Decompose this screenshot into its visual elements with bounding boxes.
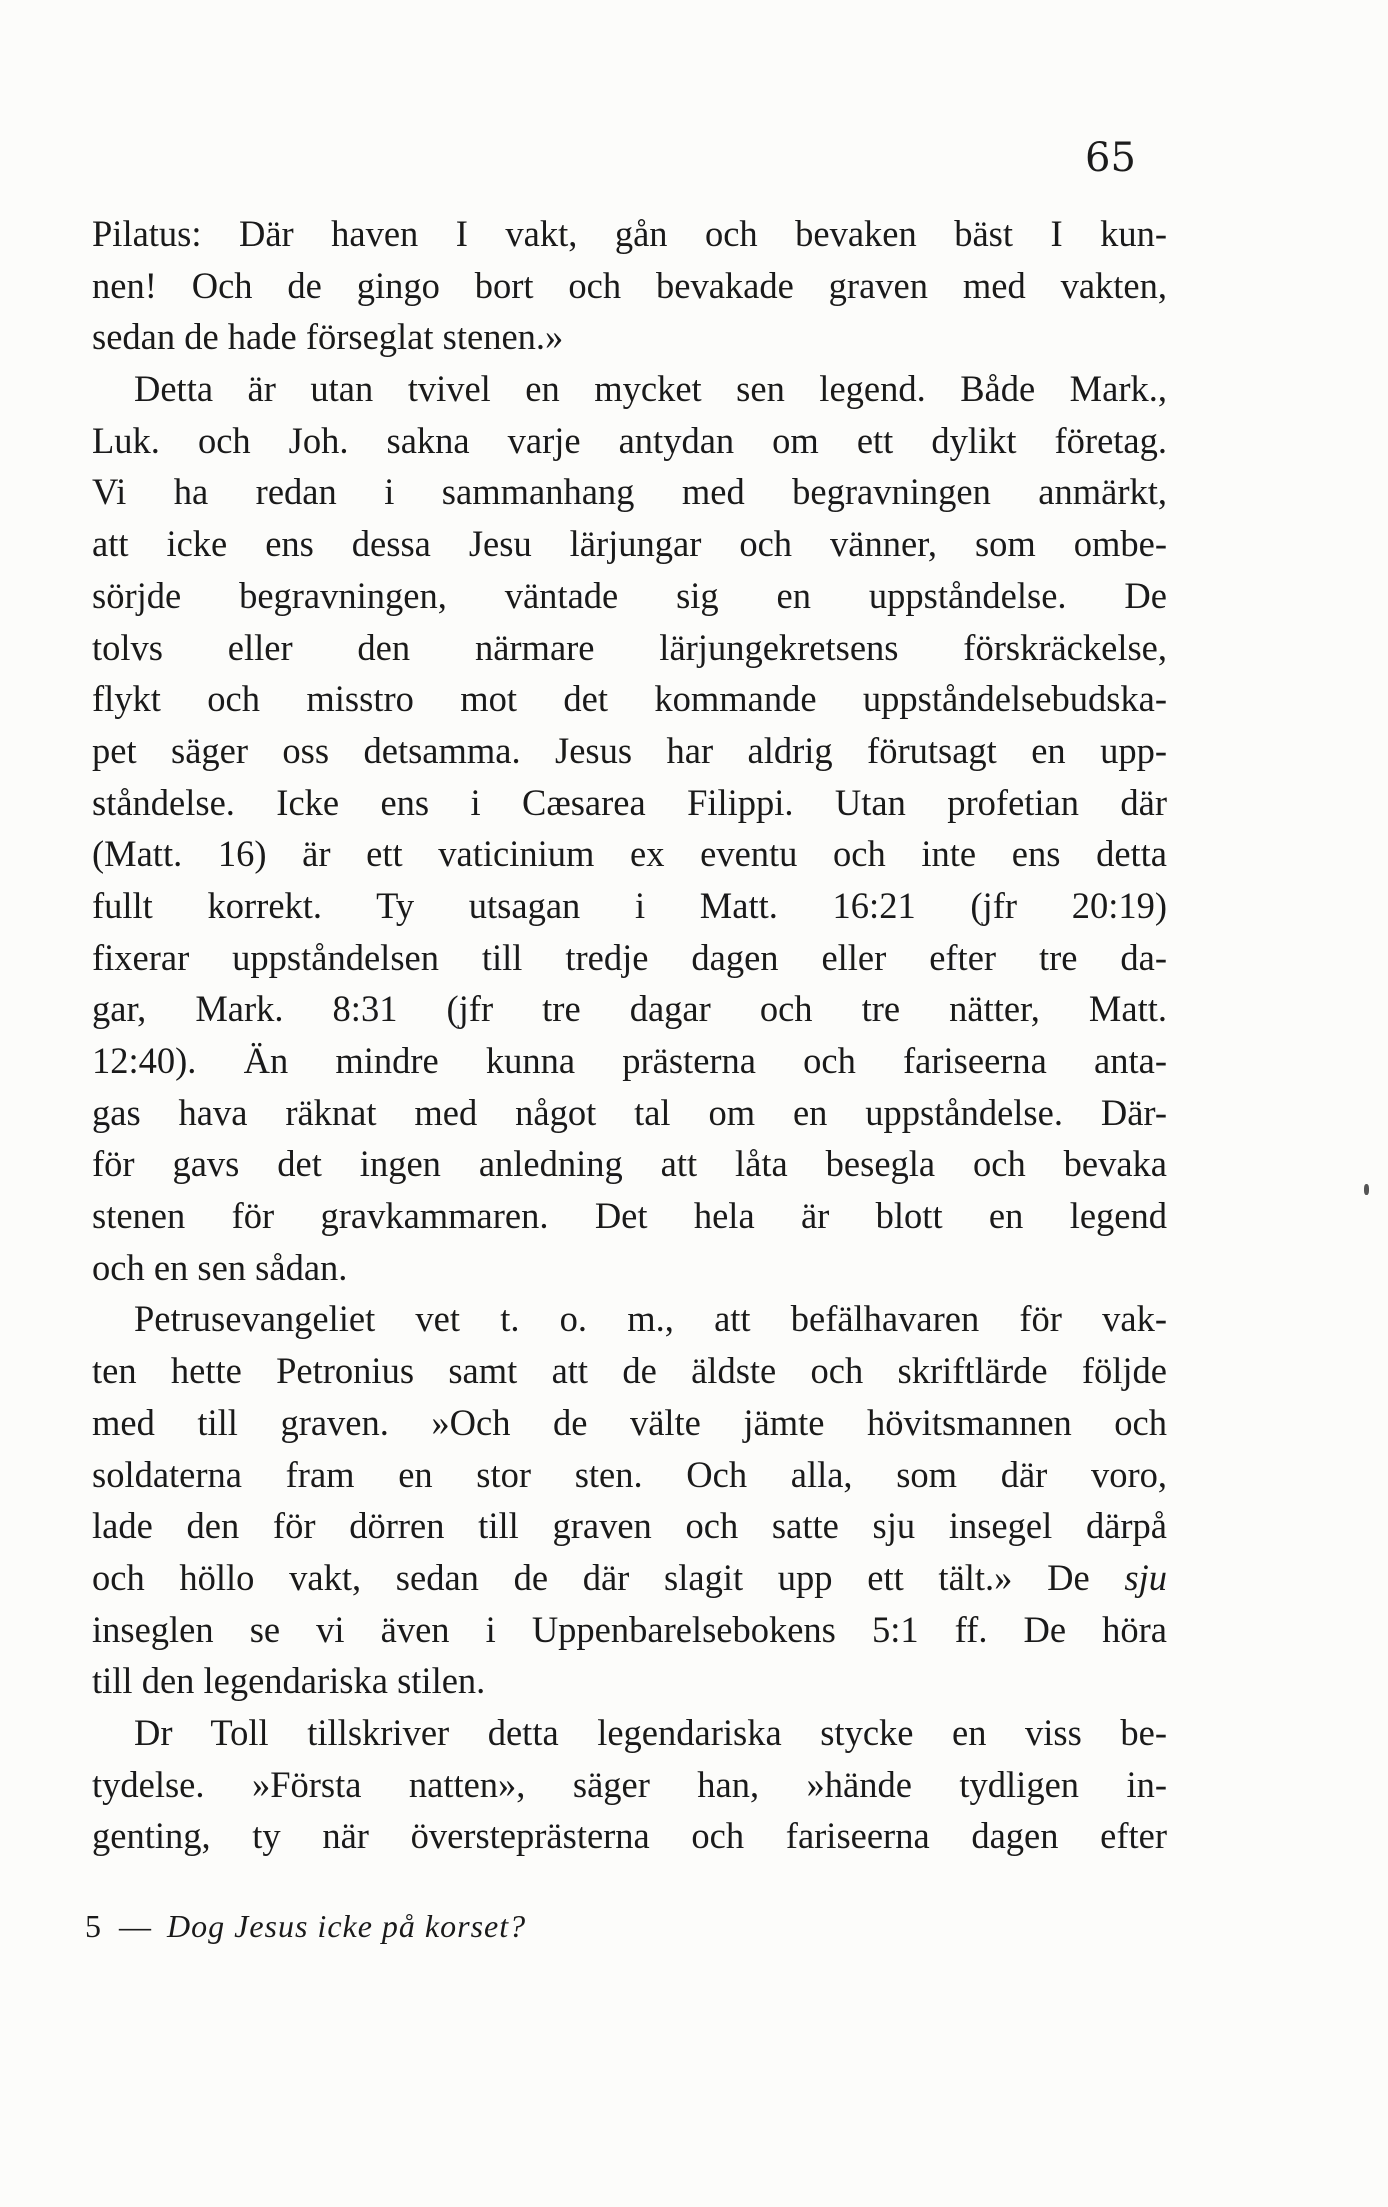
text-line: till den legendariska stilen. bbox=[92, 1660, 486, 1702]
paper-speck bbox=[1364, 1184, 1369, 1195]
text-line: lade den för dörren till graven och satte sju insegel därpå bbox=[92, 1505, 1167, 1547]
text-line: Detta är utan tvivel en mycket sen legend. Både Mark., bbox=[134, 368, 1167, 410]
text-line: fullt korrekt. Ty utsagan i Matt. 16:21 (jfr 20:19) bbox=[92, 884, 1167, 926]
text-line: Dr Toll tillskriver detta legendariska stycke en viss be- bbox=[134, 1711, 1167, 1753]
text-line: flykt och misstro mot det kommande uppståndelsebudska- bbox=[92, 678, 1167, 720]
text-line: nen! Och de gingo bort och bevakade graven med vakten, bbox=[92, 264, 1167, 306]
text-line: Luk. och Joh. sakna varje antydan om ett dylikt företag. bbox=[92, 419, 1167, 461]
page-footer bbox=[85, 1908, 526, 1945]
text-line: genting, ty när översteprästerna och fariseerna dagen efter bbox=[92, 1815, 1167, 1857]
text-line: soldaterna fram en stor sten. Och alla, som där voro, bbox=[92, 1453, 1167, 1495]
text-line: ståndelse. Icke ens i Cæsarea Filippi. Utan profetian där bbox=[92, 781, 1167, 823]
text-line: tydelse. »Första natten», säger han, »hände tydligen in- bbox=[92, 1763, 1167, 1805]
text-line: och en sen sådan. bbox=[92, 1246, 348, 1288]
italic-word: sju bbox=[1124, 1556, 1167, 1598]
text-line: fixerar uppståndelsen till tredje dagen eller efter tre da- bbox=[92, 936, 1167, 978]
text-line: sörjde begravningen, väntade sig en uppståndelse. De bbox=[92, 574, 1167, 616]
text-line: Petrusevangeliet vet t. o. m., att befälhavaren för vak- bbox=[134, 1298, 1167, 1340]
signature-number: 5 bbox=[85, 1908, 101, 1944]
text-line: stenen för gravkammaren. Det hela är blott en legend bbox=[92, 1195, 1167, 1237]
footer-dash: — bbox=[119, 1908, 151, 1944]
text-line: gas hava räknat med något tal om en uppståndelse. Där- bbox=[92, 1091, 1167, 1133]
text-line: med till graven. »Och de välte jämte hövitsmannen och bbox=[92, 1401, 1167, 1443]
body-text bbox=[92, 208, 1167, 1862]
running-title: Dog Jesus icke på korset? bbox=[167, 1908, 527, 1944]
text-line: pet säger oss detsamma. Jesus har aldrig förutsagt en upp- bbox=[92, 729, 1167, 771]
text-line: att icke ens dessa Jesu lärjungar och vänner, som ombe- bbox=[92, 523, 1167, 565]
text-line: Pilatus: Där haven I vakt, gån och bevaken bäst I kun- bbox=[92, 213, 1167, 254]
text-line: sedan de hade förseglat stenen.» bbox=[92, 316, 564, 358]
text-line: 12:40). Än mindre kunna prästerna och fariseerna anta- bbox=[92, 1040, 1167, 1081]
text-line: inseglen se vi även i Uppenbarelsebokens 5:1 ff. De höra bbox=[92, 1608, 1167, 1650]
page-number: 65 bbox=[1085, 135, 1136, 181]
text-line: och höllo vakt, sedan de där slagit upp ett tält.» De sju bbox=[92, 1556, 1167, 1598]
text-line: (Matt. 16) är ett vaticinium ex eventu och inte ens detta bbox=[92, 833, 1167, 875]
text-line: för gavs det ingen anledning att låta besegla och bevaka bbox=[92, 1143, 1167, 1185]
text-line: ten hette Petronius samt att de äldste och skriftlärde följde bbox=[92, 1350, 1167, 1392]
text-line: tolvs eller den närmare lärjungekretsens förskräckelse, bbox=[92, 626, 1167, 668]
text-line: Vi ha redan i sammanhang med begravningen anmärkt, bbox=[92, 471, 1167, 513]
text-line: gar, Mark. 8:31 (jfr tre dagar och tre nätter, Matt. bbox=[92, 988, 1167, 1030]
